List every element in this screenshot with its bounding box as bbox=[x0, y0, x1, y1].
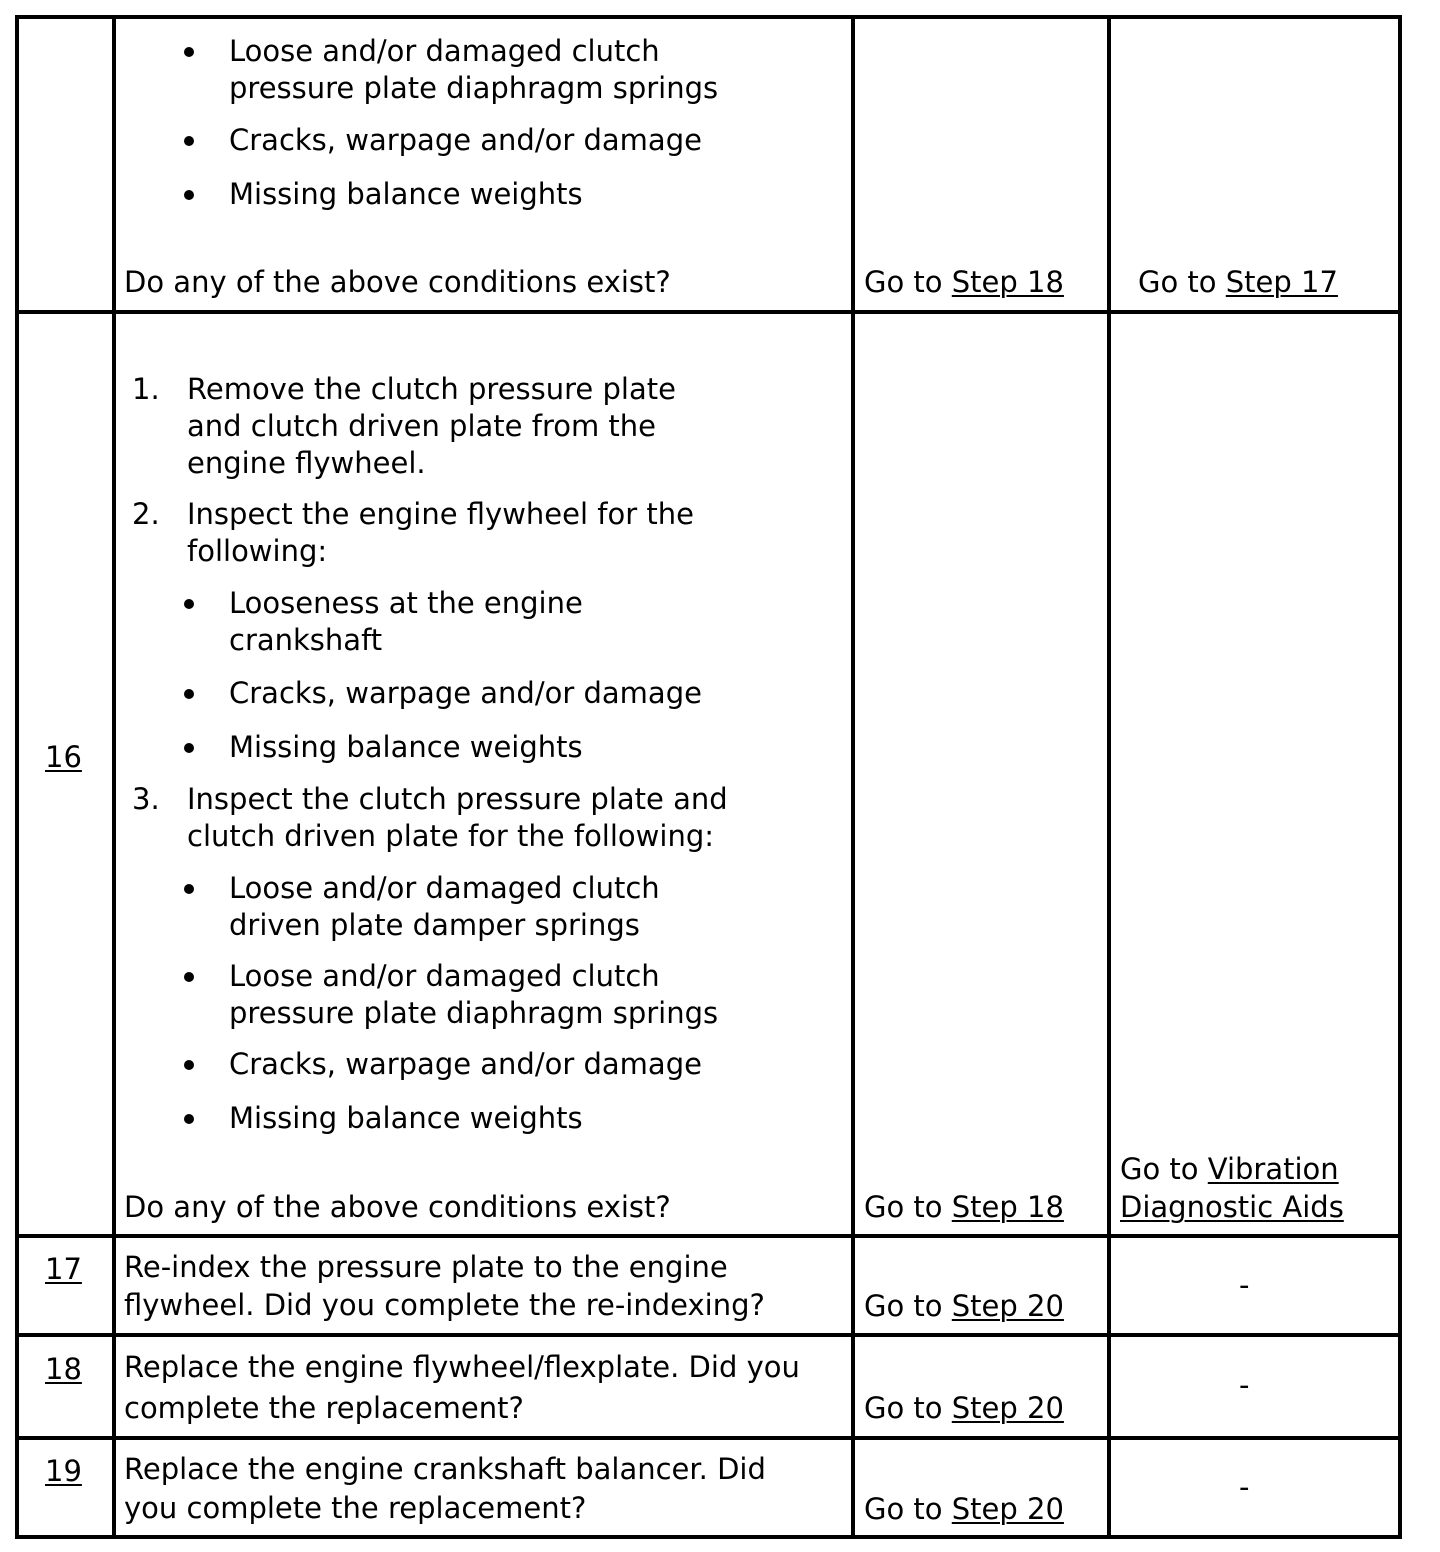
action-text: you complete the replacement? bbox=[124, 1491, 587, 1525]
column-divider-2 bbox=[851, 15, 855, 1539]
list-item-text: and clutch driven plate from the bbox=[187, 409, 657, 443]
bullet-text: Missing balance weights bbox=[229, 177, 583, 211]
step-18-link[interactable]: Step 18 bbox=[951, 1190, 1064, 1224]
column-divider-3 bbox=[1107, 15, 1111, 1539]
vibration-diagnostic-aids-link[interactable]: Diagnostic Aids bbox=[1120, 1190, 1344, 1224]
bullet-dot bbox=[184, 1060, 194, 1070]
list-item-text: clutch driven plate for the following: bbox=[187, 819, 714, 853]
list-item-number: 1. bbox=[132, 372, 160, 406]
list-item-text: Inspect the clutch pressure plate and bbox=[187, 782, 728, 816]
list-item-text: Inspect the engine flywheel for the bbox=[187, 497, 694, 531]
step-17-link[interactable]: Step 17 bbox=[1225, 265, 1338, 299]
diagnostic-table bbox=[15, 15, 1402, 1539]
bullet-dot bbox=[184, 884, 194, 894]
question-text: Do any of the above conditions exist? bbox=[124, 1190, 671, 1224]
table-border-top bbox=[15, 15, 1402, 19]
step-18-link[interactable]: Step 18 bbox=[951, 265, 1064, 299]
bullet-text: Loose and/or damaged clutch bbox=[229, 959, 660, 993]
list-item-number: 2. bbox=[132, 497, 160, 531]
bullet-text: Cracks, warpage and/or damage bbox=[229, 123, 702, 157]
no-action-dash: - bbox=[1239, 1470, 1250, 1504]
step-19-number-link[interactable]: 19 bbox=[45, 1454, 82, 1488]
yes-action bbox=[864, 1491, 1064, 1528]
bullet-text: Cracks, warpage and/or damage bbox=[229, 1047, 702, 1081]
go-to-label: Go to bbox=[864, 1289, 943, 1323]
table-border-bottom bbox=[15, 1535, 1402, 1539]
bullet-text: crankshaft bbox=[229, 623, 383, 657]
go-to-label: Go to bbox=[864, 265, 943, 299]
bullet-dot bbox=[184, 689, 194, 699]
question-text: Do any of the above conditions exist? bbox=[124, 265, 671, 299]
bullet-text: pressure plate diaphragm springs bbox=[229, 71, 719, 105]
bullet-text: Missing balance weights bbox=[229, 1101, 583, 1135]
step-20-link[interactable]: Step 20 bbox=[951, 1289, 1064, 1323]
vibration-diagnostic-aids-link[interactable]: Vibration bbox=[1207, 1152, 1339, 1186]
step-16-number-link[interactable]: 16 bbox=[45, 740, 82, 774]
bullet-dot bbox=[184, 1114, 194, 1124]
list-item-text: following: bbox=[187, 534, 328, 568]
yes-action bbox=[864, 264, 1064, 301]
bullet-dot bbox=[184, 743, 194, 753]
bullet-dot bbox=[184, 190, 194, 200]
yes-action bbox=[864, 1390, 1064, 1427]
yes-action bbox=[864, 1189, 1064, 1226]
list-item-text: engine flywheel. bbox=[187, 446, 426, 480]
go-to-label: Go to bbox=[864, 1391, 943, 1425]
go-to-label: Go to bbox=[864, 1190, 943, 1224]
yes-action bbox=[864, 1288, 1064, 1325]
action-text: Replace the engine flywheel/flexplate. Did you bbox=[124, 1350, 800, 1384]
list-item-text: Remove the clutch pressure plate bbox=[187, 372, 676, 406]
bullet-text: Looseness at the engine bbox=[229, 586, 583, 620]
action-text: Re-index the pressure plate to the engine bbox=[124, 1250, 728, 1284]
bullet-text: pressure plate diaphragm springs bbox=[229, 996, 719, 1030]
no-action bbox=[1138, 264, 1338, 301]
bullet-text: Missing balance weights bbox=[229, 730, 583, 764]
bullet-text: Loose and/or damaged clutch bbox=[229, 871, 660, 905]
no-action-dash: - bbox=[1239, 1268, 1250, 1302]
action-text: complete the replacement? bbox=[124, 1391, 524, 1425]
go-to-label: Go to bbox=[1138, 265, 1217, 299]
column-divider-1 bbox=[112, 15, 116, 1539]
bullet-dot bbox=[184, 599, 194, 609]
bullet-dot bbox=[184, 972, 194, 982]
bullet-text: driven plate damper springs bbox=[229, 908, 640, 942]
go-to-label: Go to bbox=[1120, 1152, 1199, 1186]
bullet-dot bbox=[184, 47, 194, 57]
no-action bbox=[1120, 1151, 1339, 1188]
table-border-right bbox=[1398, 15, 1402, 1539]
list-item-number: 3. bbox=[132, 782, 160, 816]
step-20-link[interactable]: Step 20 bbox=[951, 1391, 1064, 1425]
table-border-left bbox=[15, 15, 19, 1539]
action-text: Replace the engine crankshaft balancer. Did bbox=[124, 1452, 766, 1486]
action-text: flywheel. Did you complete the re-indexing? bbox=[124, 1288, 765, 1322]
go-to-label: Go to bbox=[864, 1492, 943, 1526]
bullet-text: Cracks, warpage and/or damage bbox=[229, 676, 702, 710]
row-divider-1 bbox=[15, 310, 1402, 314]
step-20-link[interactable]: Step 20 bbox=[951, 1492, 1064, 1526]
row-divider-4 bbox=[15, 1436, 1402, 1440]
step-17-number-link[interactable]: 17 bbox=[45, 1252, 82, 1286]
bullet-text: Loose and/or damaged clutch bbox=[229, 34, 660, 68]
row-divider-2 bbox=[15, 1234, 1402, 1238]
row-divider-3 bbox=[15, 1333, 1402, 1337]
bullet-dot bbox=[184, 136, 194, 146]
no-action-dash: - bbox=[1239, 1368, 1250, 1402]
step-18-number-link[interactable]: 18 bbox=[45, 1352, 82, 1386]
